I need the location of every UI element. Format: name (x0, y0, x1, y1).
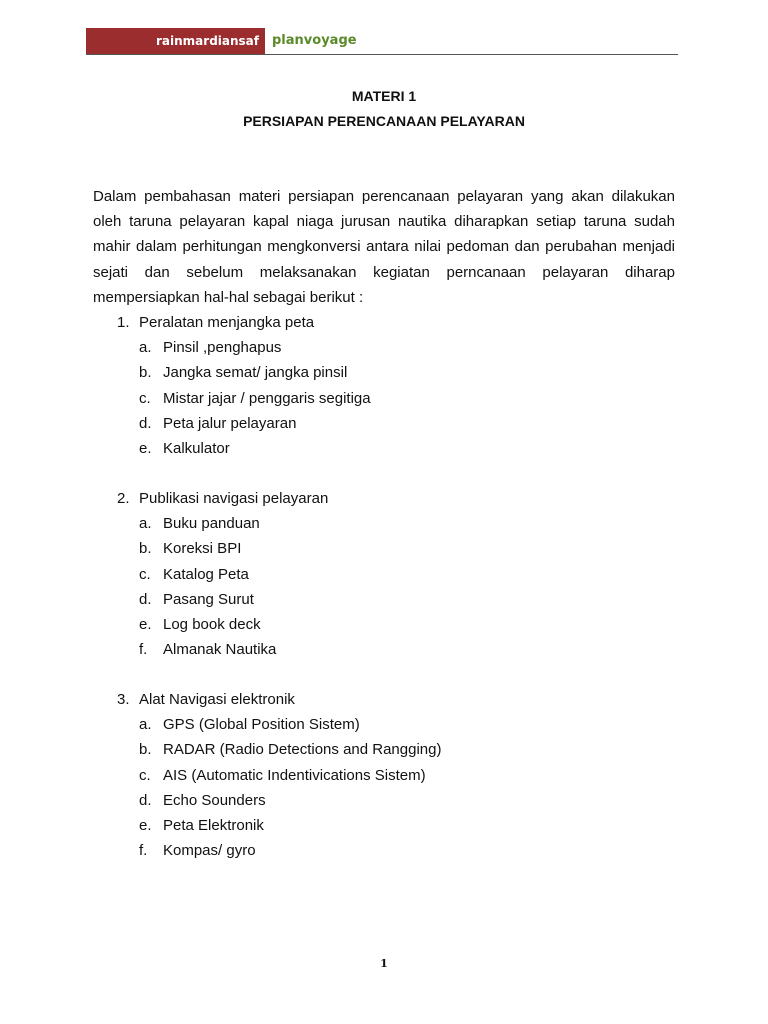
list-item-label: Pasang Surut (163, 590, 254, 608)
list-item (0, 637, 768, 662)
list-item (0, 712, 768, 737)
list-item-letter: f. (139, 641, 148, 659)
list-item-letter: d. (139, 590, 152, 608)
header-author-tag: rainmardiansaf (86, 28, 265, 54)
list-item-label: GPS (Global Position Sistem) (163, 716, 360, 734)
list-item-letter: d. (139, 791, 152, 809)
list-item-letter: c. (139, 565, 151, 583)
list-item-label: Koreksi BPI (163, 540, 242, 558)
list-item-letter: d. (139, 414, 152, 432)
page-header (86, 28, 678, 54)
list-item-label: Jangka semat/ jangka pinsil (163, 364, 348, 382)
list-item (0, 386, 768, 411)
intro-paragraph: Dalam pembahasan materi persiapan perencanaan pelayaran yang akan dilakukan oleh taruna pelayaran kapal niaga jurusan nautika diharapkan setiap taruna sudah mahir dalam perhitungan mengkonversi antara nilai pedoman dan perubahan menjadi sejati dan sebelum melaksanakan kegiatan perncanaan pelayaran diharap mempersiapkan hal-hal sebagai berikut : (93, 188, 675, 306)
list-item (0, 511, 768, 536)
page-number: 1 (380, 957, 388, 970)
list-item-letter: c. (139, 766, 151, 784)
list-item-letter: e. (139, 439, 152, 457)
section-publikasi (0, 486, 768, 662)
list-item-label: Pinsil ,penghapus (163, 339, 282, 357)
list-item (0, 763, 768, 788)
section-number: 2. (117, 490, 130, 507)
section-number: 1. (117, 314, 130, 331)
list-item (0, 360, 768, 385)
list-item-letter: b. (139, 741, 152, 759)
list-item-label: Peta jalur pelayaran (163, 414, 297, 432)
list-item-letter: a. (139, 339, 152, 357)
list-item-letter: b. (139, 364, 152, 382)
list-item-label: Log book deck (163, 615, 261, 633)
header-document-name: planvoyage (272, 33, 357, 48)
section-number: 3. (117, 691, 130, 708)
list-item (0, 813, 768, 838)
section-heading (0, 486, 768, 511)
list-item (0, 587, 768, 612)
document-title: MATERI 1 (351, 88, 417, 104)
list-item (0, 335, 768, 360)
section-alat-navigasi (0, 687, 768, 863)
list-item-label: Buku panduan (163, 515, 260, 533)
section-label: Peralatan menjangka peta (139, 314, 315, 331)
list-item-label: Kalkulator (163, 439, 230, 457)
list-item (0, 737, 768, 762)
list-item-letter: b. (139, 540, 152, 558)
section-label: Alat Navigasi elektronik (139, 691, 295, 708)
list-item-label: Echo Sounders (163, 791, 266, 809)
list-item-letter: e. (139, 816, 152, 834)
section-heading (0, 687, 768, 712)
list-item-letter: a. (139, 515, 152, 533)
list-item (0, 838, 768, 863)
section-peralatan (0, 310, 768, 461)
list-item-label: Katalog Peta (163, 565, 249, 583)
list-item-letter: f. (139, 842, 148, 860)
list-item (0, 788, 768, 813)
list-item-label: Mistar jajar / penggaris segitiga (163, 389, 371, 407)
list-item-label: Peta Elektronik (163, 816, 264, 834)
list-item-label: Kompas/ gyro (163, 842, 256, 860)
list-item (0, 436, 768, 461)
list-item-label: AIS (Automatic Indentivications Sistem) (163, 766, 426, 784)
document-subtitle: PERSIAPAN PERENCANAAN PELAYARAN (243, 113, 525, 129)
section-label: Publikasi navigasi pelayaran (139, 490, 329, 507)
list-item-label: Almanak Nautika (163, 641, 277, 659)
section-heading (0, 310, 768, 335)
list-item-letter: c. (139, 389, 151, 407)
list-item (0, 612, 768, 637)
list-item (0, 536, 768, 561)
header-divider (86, 54, 678, 55)
list-item (0, 411, 768, 436)
list-item-label: RADAR (Radio Detections and Rangging) (163, 741, 442, 759)
list-item (0, 562, 768, 587)
list-item-letter: e. (139, 615, 152, 633)
list-item-letter: a. (139, 716, 152, 734)
